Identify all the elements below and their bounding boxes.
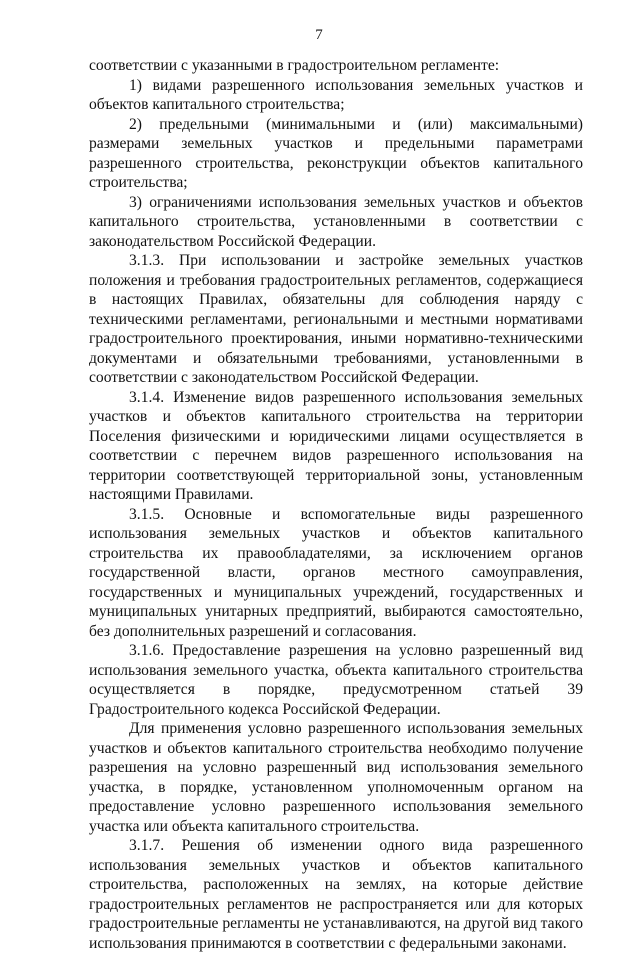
document-body	[89, 56, 583, 953]
page-number: 7	[315, 27, 323, 43]
section-3-1-7: 3.1.7. Решения об изменении одного вида разрешенного использования земельных участков и объектов капитального строительства, расположенных на землях, на которые действие градостроительных регламентов не распространяется или для которых градостроительные регламенты не устанавливаются, на другой вид такого использования принимаются в соответствии с федеральными законами.	[89, 837, 583, 952]
section-3-1-6-note: Для применения условно разрешенного использования земельных участков и объектов капитального строительства необходимо получение разрешения на условно разрешенный вид использования земельного участка, в порядке, установленном уполномоченным органом на предоставление условно разрешенного использования земельного участка или объекта капитального строительства.	[89, 720, 583, 835]
section-3-1-6: 3.1.6. Предоставление разрешения на условно разрешенный вид использования земельного участка, объекта капитального строительства осуществляется в порядке, предусмотренном статьей 39 Градостроительного кодекса Российской Федерации.	[89, 642, 583, 718]
section-3-1-3: 3.1.3. При использовании и застройке земельных участков положения и требования градостроительных регламентов, содержащиеся в настоящих Правилах, обязательны для соблюдения наряду с техническими регламентами, региональными и местными нормативами градостроительного проектирования, иными нормативно-техническими документами и обязательными требованиями, установленными в соответствии с законодательством Российской Федерации.	[89, 252, 583, 386]
section-3-1-4: 3.1.4. Изменение видов разрешенного использования земельных участков и объектов капитального строительства на территории Поселения физическими и юридическими лицами осуществляется в соответствии с перечнем видов разрешенного использования на территории соответствующей территориальной зоны, установленным настоящими Правилами.	[89, 388, 583, 503]
list-item-1: 1) видами разрешенного использования земельных участков и объектов капитального строительства;	[89, 76, 583, 113]
list-item-3: 3) ограничениями использования земельных участков и объектов капитального строительства, установленными в соответствии с законодательством Российской Федерации.	[89, 193, 583, 250]
section-3-1-5: 3.1.5. Основные и вспомогательные виды разрешенного использования земельных участков и объектов капитального строительства их правообладателями, за исключением органов государственной власти, органов местного самоуправления, государственных и муниципальных учреждений, государственных и муниципальных унитарных предприятий, выбираются самостоятельно, без дополнительных разрешений и согласования.	[89, 505, 583, 640]
list-item-2: 2) предельными (минимальными и (или) максимальными) размерами земельных участков и предельными параметрами разрешенного строительства, реконструкции объектов капитального строительства;	[89, 115, 583, 191]
paragraph-continuation: соответствии с указанными в градостроительном регламенте:	[89, 57, 500, 74]
